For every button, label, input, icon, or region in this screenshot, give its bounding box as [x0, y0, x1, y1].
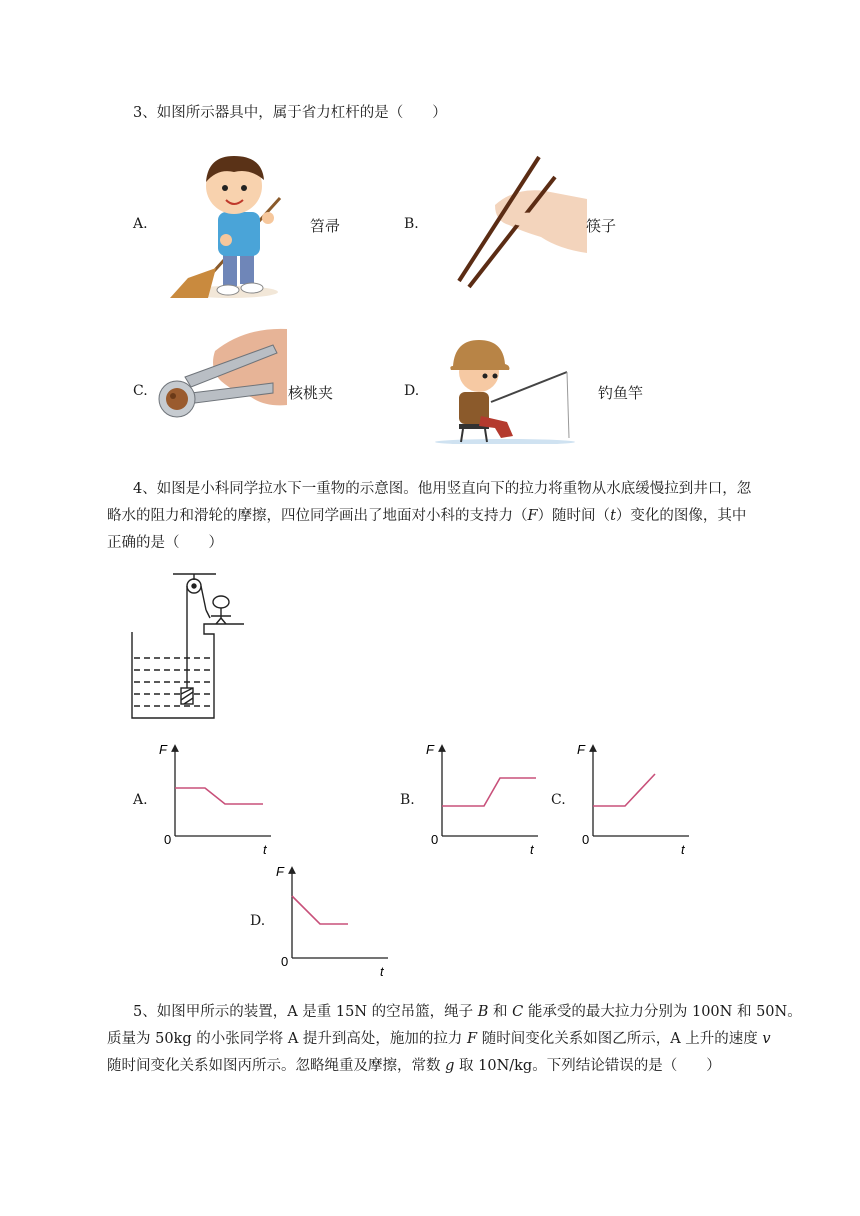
graph-d-x-label: t	[380, 964, 384, 979]
q4-line-1: 4、如图是小科同学拉水下一重物的示意图。他用竖直向下的拉力将重物从水底缓慢拉到井口，忽	[133, 481, 752, 497]
chopsticks-image	[455, 155, 587, 290]
graph-c-letter: C.	[551, 792, 566, 808]
graph-c-y-label: F	[577, 742, 585, 757]
graph-d-origin: 0	[281, 954, 289, 969]
option-a-caption: 笤帚	[310, 217, 341, 235]
sweeping-boy-image	[168, 150, 293, 300]
option-b-letter: B.	[404, 216, 419, 232]
graph-b-x-label: t	[530, 842, 534, 857]
graph-c-origin: 0	[582, 832, 590, 847]
option-d-letter: D.	[404, 383, 420, 399]
graph-d	[272, 860, 397, 980]
q5-line-3: 随时间变化关系如图丙所示。忽略绳重及摩擦，常数 g 取 10N/kg。下列结论错误的是（ ）	[107, 1058, 721, 1074]
q4-line-3: 正确的是（ ）	[107, 535, 223, 551]
graph-d-letter: D.	[250, 913, 266, 929]
question-3-text: 3、如图所示器具中，属于省力杠杆的是（ ）	[133, 105, 447, 121]
graph-a-letter: A.	[133, 792, 148, 808]
option-a-letter: A.	[133, 216, 148, 232]
q4-line-2: 略水的阻力和滑轮的摩擦，四位同学画出了地面对小科的支持力（F）随时间（t）变化的图像，其中	[107, 508, 747, 524]
fishing-boy-image	[435, 332, 575, 444]
graph-c-x-label: t	[681, 842, 685, 857]
graph-c	[573, 738, 698, 858]
question-4-text	[107, 476, 813, 557]
graph-a-y-label: F	[159, 742, 167, 757]
option-c-caption: 核桃夹	[288, 384, 334, 402]
question-5-text	[107, 999, 813, 1080]
nutcracker-image	[155, 323, 290, 423]
q5-line-1: 5、如图甲所示的装置，A 是重 15N 的空吊篮，绳子 B 和 C 能承受的最大拉力分别为 100N 和 50N。	[133, 1004, 802, 1020]
graph-a-x-label: t	[263, 842, 267, 857]
option-c-letter: C.	[133, 383, 148, 399]
graph-b-letter: B.	[400, 792, 415, 808]
q5-line-2: 质量为 50kg 的小张同学将 A 提升到高处，施加的拉力 F 随时间变化关系如图乙所示，A 上升的速度 v	[107, 1031, 771, 1047]
option-b-caption: 筷子	[586, 217, 617, 235]
well-pulley-diagram	[128, 570, 258, 722]
graph-a-origin: 0	[164, 832, 172, 847]
graph-a	[155, 738, 280, 858]
graph-b-y-label: F	[426, 742, 434, 757]
graph-d-y-label: F	[276, 864, 284, 879]
option-d-caption: 钓鱼竿	[598, 384, 644, 402]
graph-b	[422, 738, 547, 858]
graph-b-origin: 0	[431, 832, 439, 847]
